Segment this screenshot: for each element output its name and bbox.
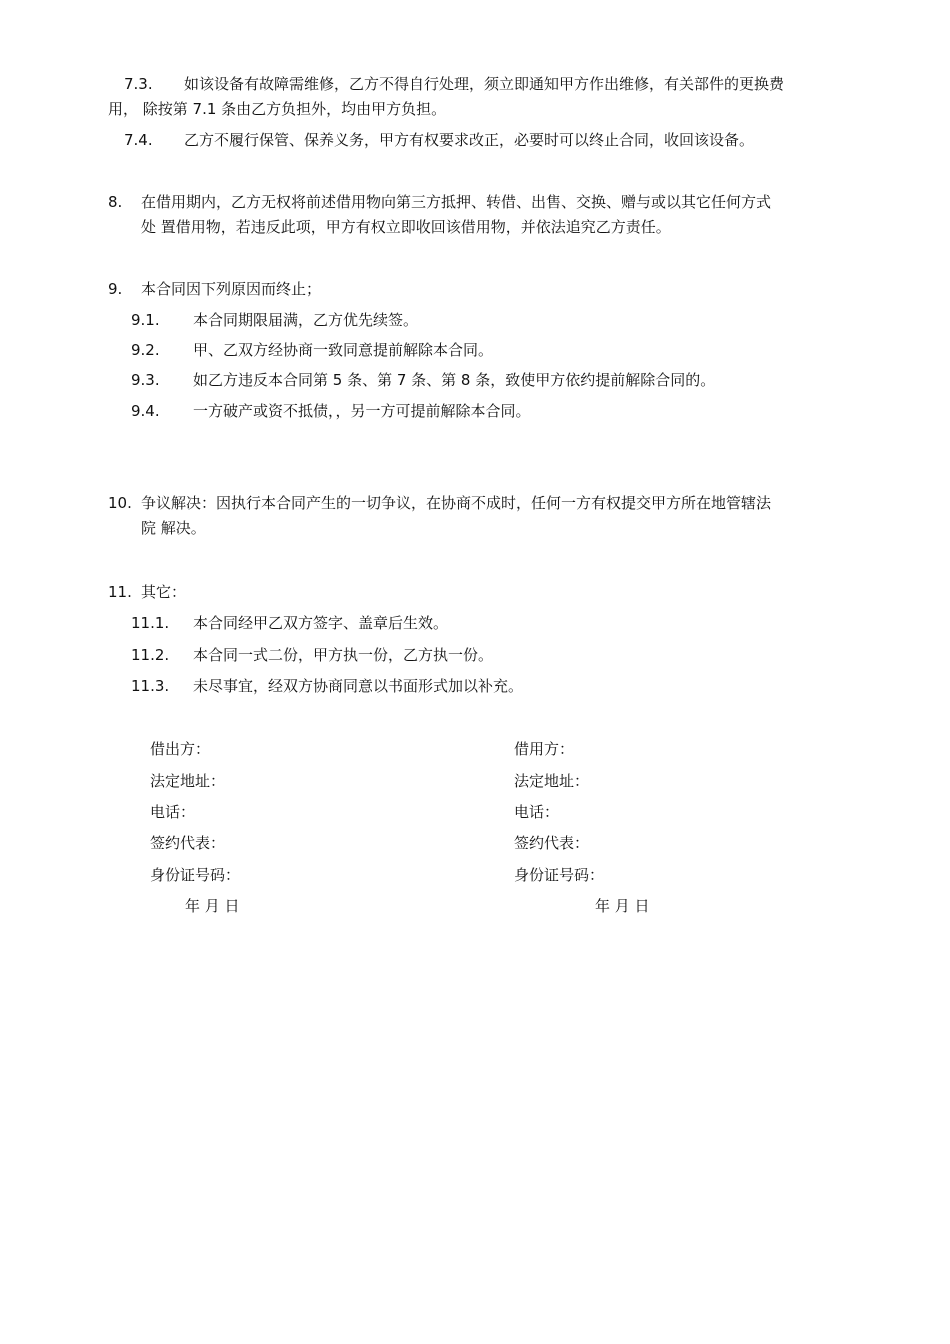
subclause-number: 9.2. — [131, 341, 160, 359]
lender-label: 借出方： — [150, 740, 211, 758]
clause-number: 11. — [108, 583, 132, 601]
clause-number: 7.3. — [124, 75, 153, 93]
clause-text: 乙方不履行保管、保养义务，甲方有权要求改正，必要时可以终止合同，收回该设备。 — [184, 131, 755, 149]
borrower-date: 年 月 日 — [595, 897, 650, 915]
subclause-number: 9.3. — [131, 371, 160, 389]
subclause-text: 未尽事宜，经双方协商同意以书面形式加以补充。 — [193, 677, 524, 695]
clause-text: 本合同因下列原因而终止； — [141, 280, 322, 298]
subclause-text: 如乙方违反本合同第 5 条、第 7 条、第 8 条，致使甲方依约提前解除合同的。 — [193, 371, 716, 389]
lender-address-label: 法定地址： — [150, 772, 226, 790]
subclause-text: 本合同经甲乙双方签字、盖章后生效。 — [193, 614, 449, 632]
subclause-text: 本合同一式二份，甲方执一份，乙方执一份。 — [193, 646, 494, 664]
subclause-number: 11.3. — [131, 677, 170, 695]
subclause-number: 9.4. — [131, 402, 160, 420]
clause-text-continued: 用， 除按第 7.1 条由乙方负担外，均由甲方负担。 — [108, 100, 447, 118]
subclause-number: 9.1. — [131, 311, 160, 329]
clause-number: 7.4. — [124, 131, 153, 149]
clause-text: 其它： — [141, 583, 187, 601]
subclause-text: 甲、乙双方经协商一致同意提前解除本合同。 — [193, 341, 494, 359]
clause-text-continued: 处 置借用物，若违反此项，甲方有权立即收回该借用物，并依法追究乙方责任。 — [141, 218, 671, 236]
clause-number: 9. — [108, 280, 123, 298]
subclause-number: 11.2. — [131, 646, 170, 664]
subclause-text: 一方破产或资不抵债，，另一方可提前解除本合同。 — [193, 402, 531, 420]
clause-text: 在借用期内，乙方无权将前述借用物向第三方抵押、转借、出售、交换、赠与或以其它任何方式 — [141, 193, 772, 211]
borrower-id-label: 身份证号码： — [514, 866, 605, 884]
borrower-address-label: 法定地址： — [514, 772, 590, 790]
clause-text: 如该设备有故障需维修，乙方不得自行处理，须立即通知甲方作出维修，有关部件的更换费 — [184, 75, 785, 93]
clause-number: 10. — [108, 494, 132, 512]
subclause-number: 11.1. — [131, 614, 170, 632]
lender-id-label: 身份证号码： — [150, 866, 241, 884]
lender-date: 年 月 日 — [185, 897, 240, 915]
lender-representative-label: 签约代表： — [150, 834, 226, 852]
borrower-label: 借用方： — [514, 740, 575, 758]
borrower-representative-label: 签约代表： — [514, 834, 590, 852]
borrower-phone-label: 电话： — [514, 803, 560, 821]
lender-phone-label: 电话： — [150, 803, 196, 821]
clause-text-continued: 院 解决。 — [141, 519, 206, 537]
clause-number: 8. — [108, 193, 123, 211]
subclause-text: 本合同期限届满，乙方优先续签。 — [193, 311, 419, 329]
clause-text: 争议解决：因执行本合同产生的一切争议，在协商不成时，任何一方有权提交甲方所在地管辖法 — [141, 494, 772, 512]
